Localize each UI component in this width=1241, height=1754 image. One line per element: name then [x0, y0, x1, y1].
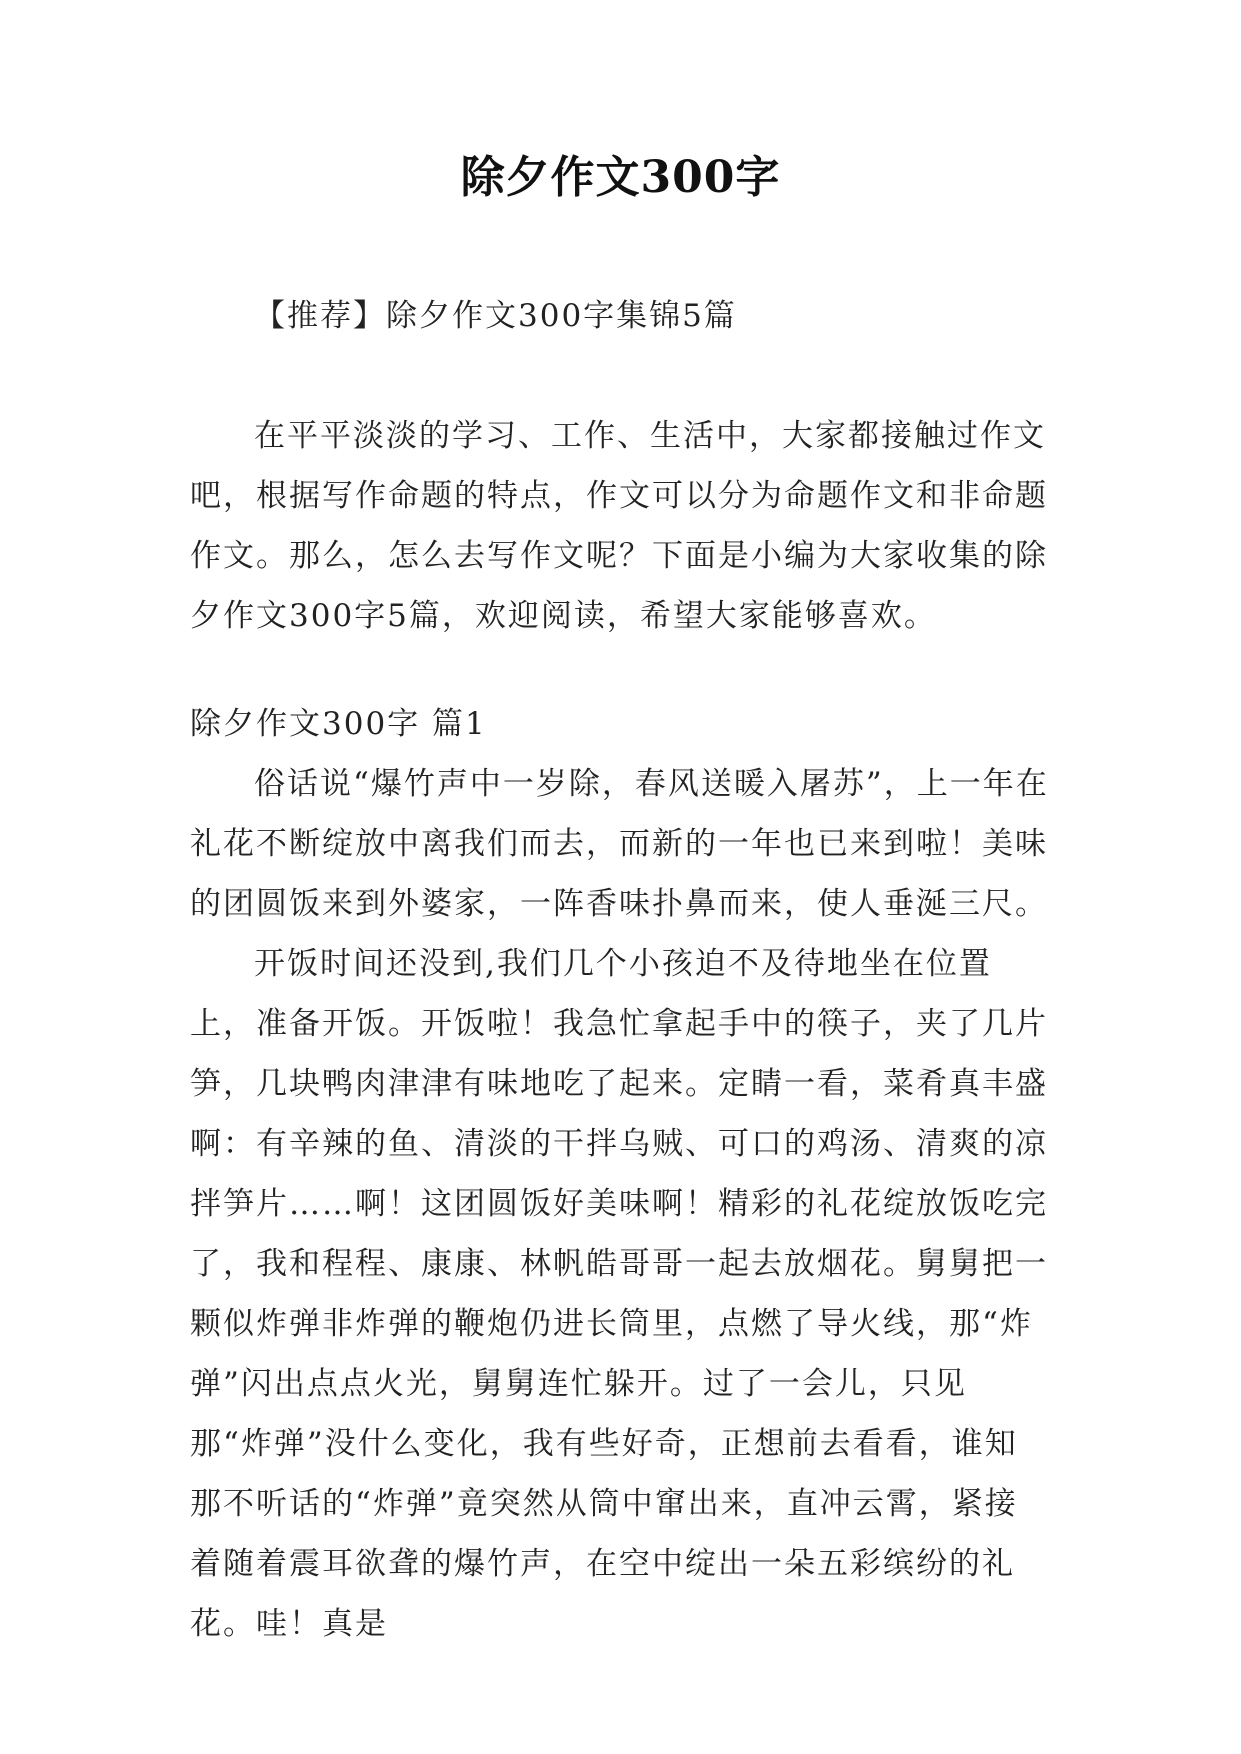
paragraph: 俗话说“爆竹声中一岁除，春风送暖入屠苏”，上一年在礼花不断绽放中离我们而去，而新的一年也已来到啦！美味的团圆饭来到外婆家，一阵香味扑鼻而来，使人垂涎三尺。	[190, 766, 1049, 922]
intro-paragraph: 在平平淡淡的学习、工作、生活中，大家都接触过作文吧，根据写作命题的特点，作文可以分为命题作文和非命题作文。那么，怎么去写作文呢？下面是小编为大家收集的除夕作文300字5篇，欢迎阅读，希望大家能够喜欢。	[190, 418, 1048, 634]
document-title: 除夕作文300字	[460, 152, 781, 203]
recommend-line: 【推荐】除夕作文300字集锦5篇	[254, 298, 737, 334]
essay-section	[190, 694, 1050, 1654]
paragraph: 开饭时间还没到,我们几个小孩迫不及待地坐在位置上，准备开饭。开饭啦！我急忙拿起手中的筷子，夹了几片笋，几块鸭肉津津有味地吃了起来。定睛一看，菜肴真丰盛啊：有辛辣的鱼、清淡的干拌乌贼、可口的鸡汤、清爽的凉拌笋片……啊！这团圆饭好美味啊！精彩的礼花绽放饭吃完了，我和程程、康康、林帆皓哥哥一起去放烟花。舅舅把一颗似炸弹非炸弹的鞭炮仍进长筒里，点燃了导火线，那“炸弹”闪出点点火光，舅舅连忙躲开。过了一会儿，只见那“炸弹”没什么变化，我有些好奇，正想前去看看，谁知那不听话的“炸弹”竟突然从筒中窜出来，直冲云霄，紧接着随着震耳欲聋的爆竹声，在空中绽出一朵五彩缤纷的礼花。哇！真是	[190, 946, 1048, 1642]
section-heading: 除夕作文300字 篇1	[190, 706, 487, 742]
